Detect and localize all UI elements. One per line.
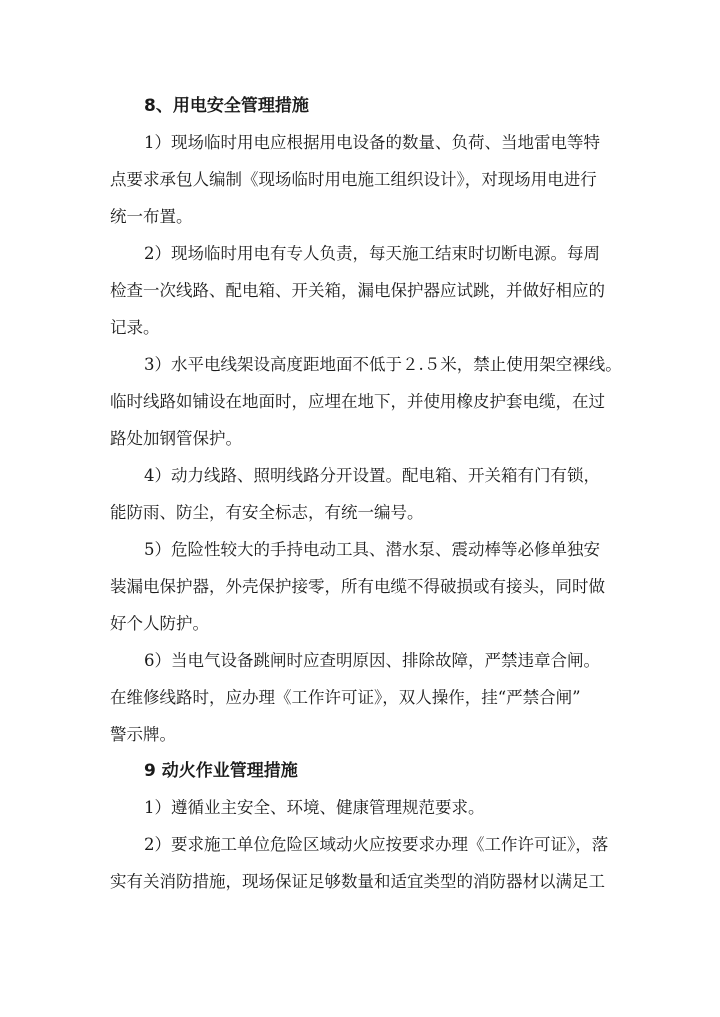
paragraph-line: 统一布置。 <box>110 207 193 226</box>
paragraph-line: 4）动力线路、照明线路分开设置。配电箱、开关箱有门有锁， <box>144 466 600 485</box>
paragraph-line: 2）要求施工单位危险区域动火应按要求办理《工作许可证》，落 <box>144 835 609 854</box>
paragraph-line: 检查一次线路、配电箱、开关箱，漏电保护器应试跳，并做好相应的 <box>110 281 605 300</box>
section-8-heading: 8、用电安全管理措施 <box>144 96 309 116</box>
paragraph <box>110 124 620 235</box>
paragraph-line: 点要求承包人编制《现场临时用电施工组织设计》，对现场用电进行 <box>110 170 597 189</box>
paragraph <box>110 235 620 346</box>
paragraph-line: 好个人防护。 <box>110 614 209 633</box>
paragraph-line: 1）现场临时用电应根据用电设备的数量、负荷、当地雷电等特 <box>144 133 600 152</box>
paragraph-line: 3）水平电线架设高度距地面不低于２.５米，禁止使用架空裸线。 <box>144 355 622 374</box>
paragraph <box>110 531 620 642</box>
paragraph-line: 6）当电气设备跳闸时应查明原因、排除故障，严禁违章合闸。 <box>144 651 600 670</box>
paragraph <box>110 826 620 900</box>
paragraph-line: 装漏电保护器，外壳保护接零，所有电缆不得破损或有接头，同时做 <box>110 577 605 596</box>
paragraph-line: 2）现场临时用电有专人负责，每天施工结束时切断电源。每周 <box>144 244 600 263</box>
paragraph-line: 能防雨、防尘，有安全标志，有统一编号。 <box>110 503 424 522</box>
paragraph-line: 1）遵循业主安全、环境、健康管理规范要求。 <box>144 798 485 817</box>
paragraph <box>110 346 620 457</box>
paragraph <box>110 789 620 826</box>
paragraph-line: 记录。 <box>110 318 160 337</box>
paragraph-line: 路处加钢管保护。 <box>110 429 242 448</box>
paragraph-line: 在维修线路时，应办理《工作许可证》，双人操作，挂“严禁合闸” <box>110 688 581 707</box>
paragraph <box>110 457 620 531</box>
section-8-body <box>110 124 620 753</box>
paragraph-line: 临时线路如铺设在地面时，应埋在地下，并使用橡皮护套电缆，在过 <box>110 392 605 411</box>
paragraph-line: 实有关消防措施，现场保证足够数量和适宜类型的消防器材以满足工 <box>110 872 605 891</box>
section-9-heading: 9 动火作业管理措施 <box>144 761 298 781</box>
paragraph-line: 5）危险性较大的手持电动工具、潜水泵、震动棒等必修单独安 <box>144 540 600 559</box>
paragraph-line: 警示牌。 <box>110 725 176 744</box>
paragraph <box>110 642 620 753</box>
section-9-body <box>110 789 620 900</box>
